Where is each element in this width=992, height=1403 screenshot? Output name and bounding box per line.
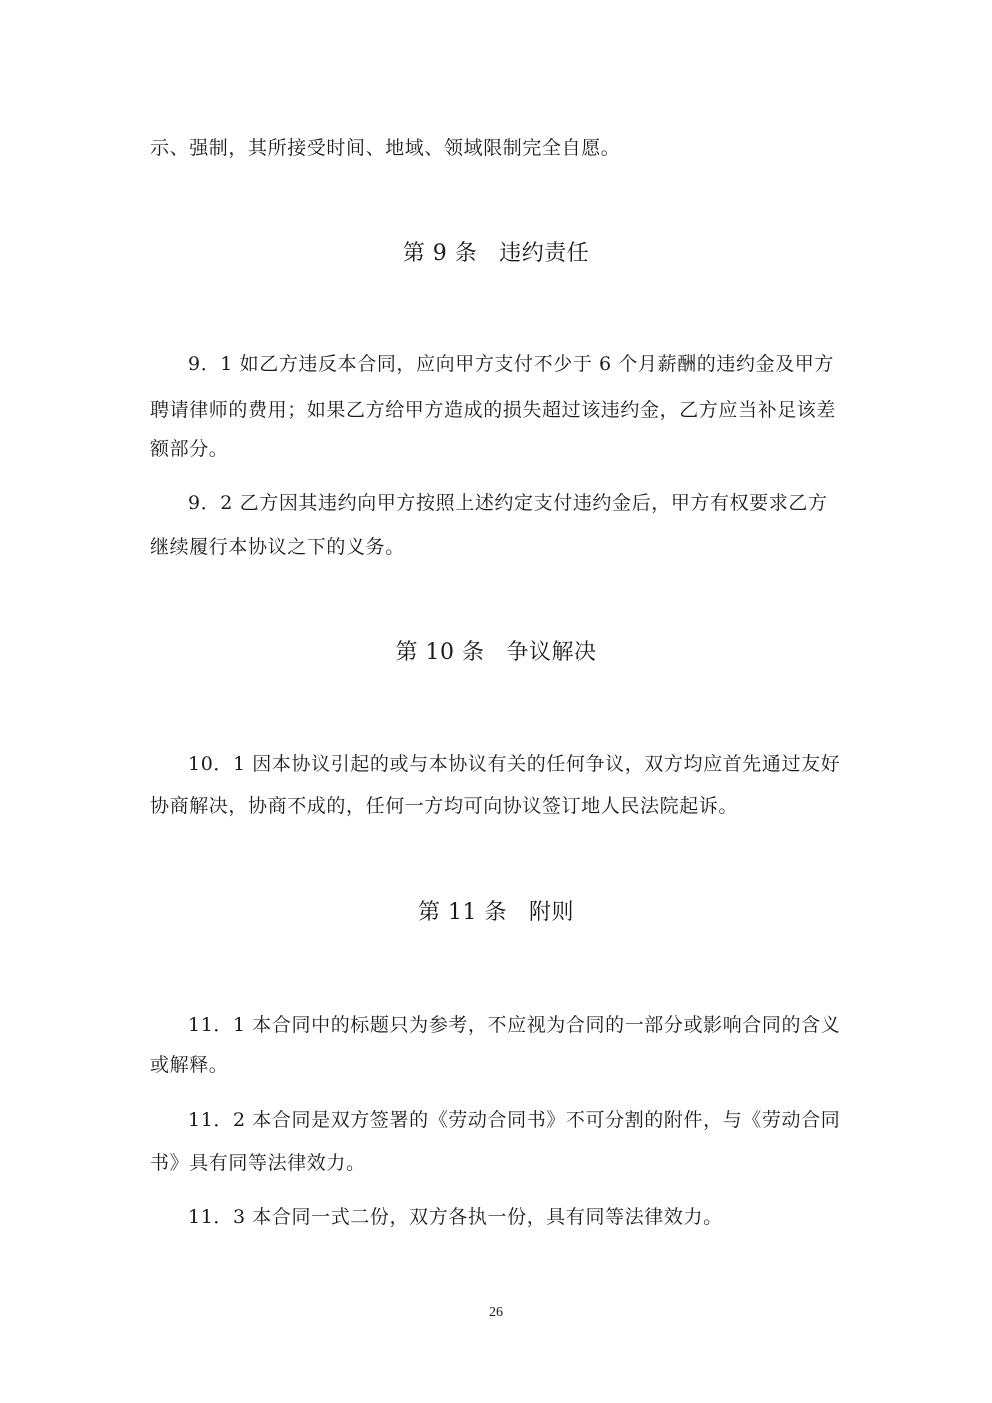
paragraph-line: 11．3 本合同一式二份，双方各执一份，具有同等法律效力。 <box>188 1206 723 1228</box>
section-heading <box>0 639 992 667</box>
paragraph-line: 书》具有同等法律效力。 <box>150 1152 366 1174</box>
paragraph-line: 9．2 乙方因其违约向甲方按照上述约定支付违约金后，甲方有权要求乙方 <box>188 492 828 514</box>
section-title: 争议解决 <box>506 640 597 665</box>
paragraph-line: 协商解决，协商不成的，任何一方均可向协议签订地人民法院起诉。 <box>150 795 739 817</box>
page-number: 26 <box>489 1305 503 1320</box>
section-number: 第 10 条 <box>395 640 485 665</box>
paragraph-line: 11．2 本合同是双方签署的《劳动合同书》不可分割的附件，与《劳动合同 <box>188 1109 841 1131</box>
section-title: 违约责任 <box>499 241 590 266</box>
section-heading <box>0 240 992 268</box>
paragraph-line: 继续履行本协议之下的义务。 <box>150 536 405 558</box>
section-number: 第 9 条 <box>402 241 478 266</box>
section-number: 第 11 条 <box>418 900 507 925</box>
section-title: 附则 <box>528 900 574 925</box>
paragraph-line: 聘请律师的费用；如果乙方给甲方造成的损失超过该违约金，乙方应当补足该差 <box>150 399 837 421</box>
paragraph-line: 额部分。 <box>150 438 229 460</box>
paragraph-line: 9．1 如乙方违反本合同，应向甲方支付不少于 6 个月薪酬的违约金及甲方 <box>188 353 834 375</box>
paragraph-line: 10．1 因本协议引起的或与本协议有关的任何争议，双方均应首先通过友好 <box>188 753 841 775</box>
paragraph-line: 11．1 本合同中的标题只为参考，不应视为合同的一部分或影响合同的含义 <box>188 1014 841 1036</box>
section-heading <box>0 899 992 927</box>
paragraph-line: 示、强制，其所接受时间、地域、领域限制完全自愿。 <box>150 137 621 159</box>
paragraph-line: 或解释。 <box>150 1054 229 1076</box>
